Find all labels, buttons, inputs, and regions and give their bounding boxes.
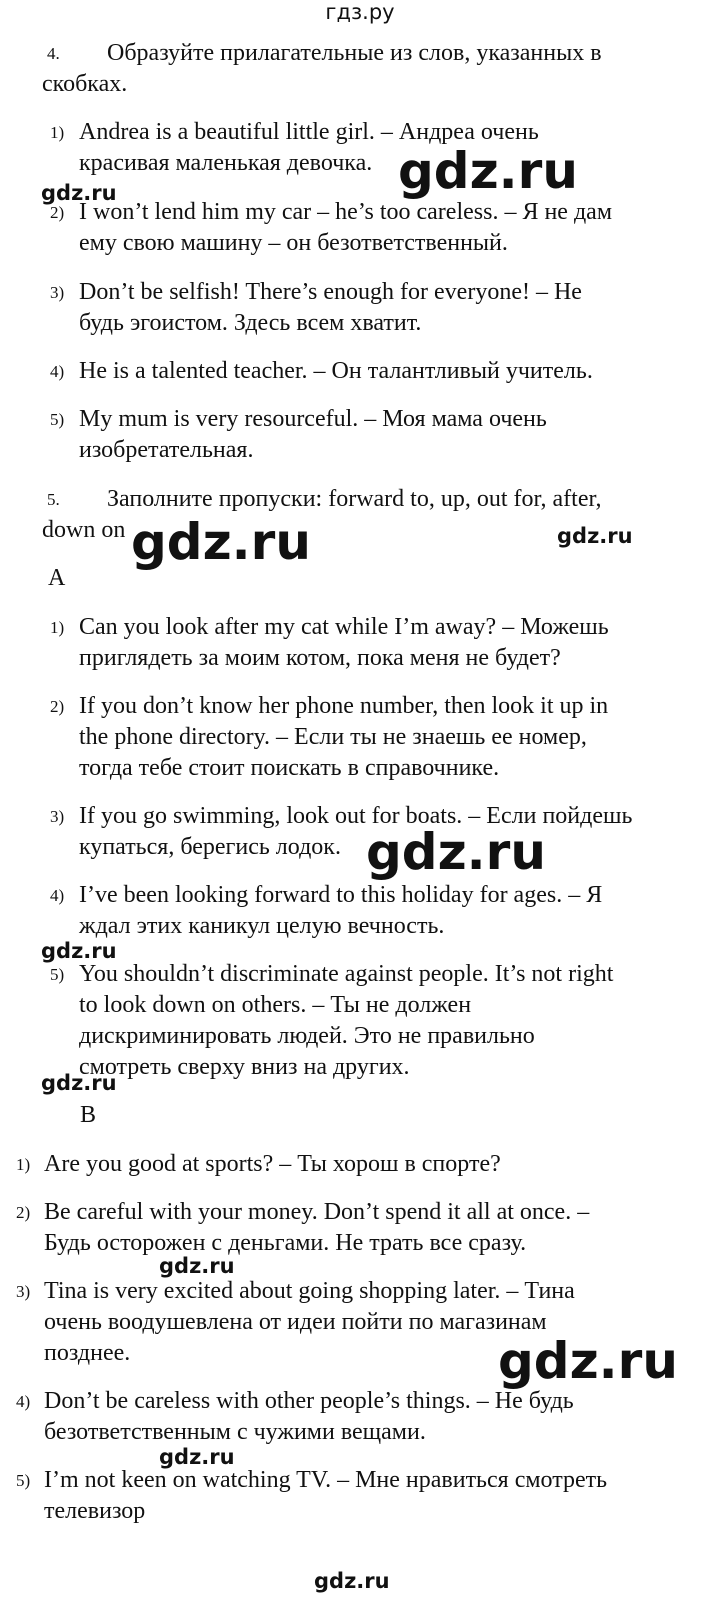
list-item-text: приглядеть за моим котом, пока меня не будет? (79, 645, 561, 671)
list-item-text: My mum is very resourceful. – Моя мама очень (79, 406, 547, 432)
list-item-text: I’m not keen on watching TV. – Мне нравиться смотреть (44, 1467, 608, 1493)
task-title: down on (42, 517, 126, 543)
list-item-text: I won’t lend him my car – he’s too careless. – Я не дам (79, 199, 613, 225)
list-item-text: Be careful with your money. Don’t spend it all at once. – (44, 1199, 590, 1225)
list-item-text: If you go swimming, look out for boats. – Если пойдешь (79, 803, 633, 829)
list-item-number: 1) (50, 123, 65, 142)
watermark: gdz.ru (131, 513, 311, 571)
list-item-text: изобретательная. (79, 437, 254, 463)
section-label: B (80, 1102, 97, 1128)
list-item-number: 2) (16, 1203, 31, 1222)
list-item-text: He is a talented teacher. – Он талантливый учитель. (79, 358, 593, 384)
list-item-number: 2) (50, 697, 65, 716)
list-item-text: I’ve been looking forward to this holiday for ages. – Я (79, 882, 603, 908)
list-item-text: If you don’t know her phone number, then look it up in (79, 693, 609, 719)
watermark: gdz.ru (41, 939, 117, 963)
list-item-number: 3) (16, 1282, 31, 1301)
list-item-text: the phone directory. – Если ты не знаешь ее номер, (79, 724, 587, 750)
list-item-number: 3) (50, 283, 65, 302)
list-item-number: 4) (50, 886, 65, 905)
list-item-text: Andrea is a beautiful little girl. – Андреа очень (79, 119, 539, 145)
list-item-number: 3) (50, 807, 65, 826)
watermark: gdz.ru (366, 823, 546, 881)
list-item-text: тогда тебе стоит поискать в справочнике. (79, 755, 500, 781)
watermark: gdz.ru (159, 1254, 235, 1278)
watermark: gdz.ru (41, 181, 117, 205)
list-item-text: позднее. (44, 1340, 131, 1366)
list-item-text: You shouldn’t discriminate against people. It’s not right (79, 961, 614, 987)
list-item-text: Can you look after my cat while I’m away? – Можешь (79, 614, 609, 640)
watermark: gdz.ru (41, 1071, 117, 1095)
list-item-number: 1) (16, 1155, 31, 1174)
task-title: скобках. (42, 71, 128, 97)
task-title: Заполните пропуски: forward to, up, out for, after, (107, 486, 602, 512)
list-item-text: очень воодушевлена от идеи пойти по магазинам (44, 1309, 547, 1335)
watermark: gdz.ru (557, 524, 633, 548)
list-item-number: 4) (16, 1392, 31, 1411)
list-item-text: будь эгоистом. Здесь всем хватит. (79, 310, 422, 336)
list-item-text: смотреть сверху вниз на других. (79, 1054, 410, 1080)
list-item-text: Don’t be careless with other people’s things. – Не будь (44, 1388, 574, 1414)
list-item-text: дискриминировать людей. Это не правильно (79, 1023, 535, 1049)
list-item-text: телевизор (44, 1498, 146, 1524)
watermark: gdz.ru (498, 1332, 678, 1390)
list-item-number: 5) (50, 410, 65, 429)
list-item-text: Don’t be selfish! There’s enough for everyone! – Не (79, 279, 582, 305)
list-item-text: Будь осторожен с деньгами. Не трать все сразу. (44, 1230, 527, 1256)
list-item-text: ждал этих каникул целую вечность. (79, 913, 445, 939)
list-item-text: ему свою машину – он безответственный. (79, 230, 508, 256)
task-number: 5. (47, 490, 60, 509)
watermark: gdz.ru (398, 142, 578, 200)
list-item-text: купаться, берегись лодок. (79, 834, 341, 860)
section-label: A (48, 565, 66, 591)
list-item-number: 2) (50, 203, 65, 222)
list-item-text: Are you good at sports? – Ты хорош в спорте? (44, 1151, 501, 1177)
site-header[interactable]: гдз.ру (325, 0, 395, 24)
list-item-number: 5) (16, 1471, 31, 1490)
list-item-text: Tina is very excited about going shopping later. – Тина (44, 1278, 575, 1304)
list-item-text: безответственным с чужими вещами. (44, 1419, 426, 1445)
list-item-text: to look down on others. – Ты не должен (79, 992, 472, 1018)
watermark: gdz.ru (159, 1445, 235, 1469)
list-item-number: 5) (50, 965, 65, 984)
task-title: Образуйте прилагательные из слов, указанных в (107, 40, 602, 66)
list-item-text: красивая маленькая девочка. (79, 150, 373, 176)
watermark: gdz.ru (314, 1569, 390, 1593)
list-item-number: 1) (50, 618, 65, 637)
list-item-number: 4) (50, 362, 65, 381)
task-number: 4. (47, 44, 60, 63)
